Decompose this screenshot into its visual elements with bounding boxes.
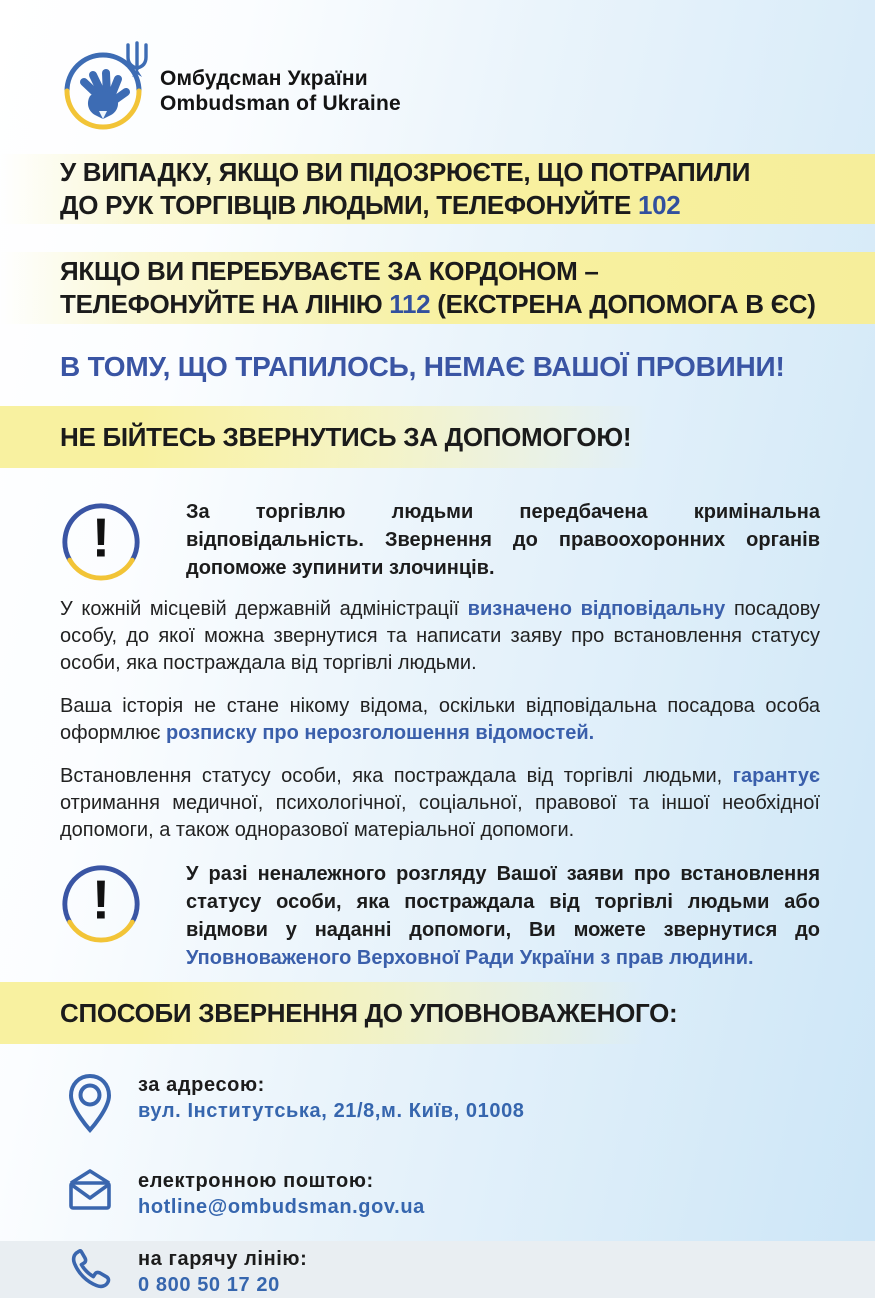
p3-text-post: отримання медичної, психологічної, соціальної, правової та іншої необхідної допомоги, а також одноразової матеріальної допомоги. (60, 792, 820, 841)
p1-text: У кожній місцевій державній адміністрації (60, 598, 468, 620)
banner-102-line2-text: ДО РУК ТОРГІВЦІВ ЛЮДЬМИ, ТЕЛЕФОНУЙТЕ (60, 190, 638, 220)
address-value: вул. Інститутська, 21/8,м. Київ, 01008 (138, 1100, 525, 1122)
exclamation-icon (60, 862, 142, 946)
svg-text:!: ! (91, 869, 111, 931)
paragraph-confidentiality (60, 693, 820, 747)
ways-banner-text: СПОСОБИ ЗВЕРНЕННЯ ДО УПОВНОВАЖЕНОГО: (60, 997, 678, 1028)
alert-appeal-text (186, 860, 820, 972)
p3-text: Встановлення статусу особи, яка постраждала від торгівлі людьми, (60, 765, 733, 787)
banner-112-line1: ЯКЩО ВИ ПЕРЕБУВАЄТЕ ЗА КОРДОНОМ – (60, 256, 599, 286)
emergency-number-112: 112 (389, 289, 431, 319)
logo-title-en: Ombudsman of Ukraine (160, 92, 401, 115)
phone-icon (62, 1246, 118, 1296)
alert2-highlight: Уповноваженого Верховної Ради України з прав людини. (186, 947, 754, 969)
header (0, 0, 875, 132)
p1-highlight: визначено відповідальну (467, 598, 726, 620)
banner-call-112 (0, 252, 875, 324)
banner-102-line2 (60, 189, 835, 222)
p3-highlight: гарантує (732, 765, 820, 787)
alert-criminal-liability (0, 498, 875, 584)
paragraph-responsible-official (60, 596, 820, 677)
email-value: hotline@ombudsman.gov.ua (138, 1196, 425, 1218)
p2-highlight: розписку про нерозголошення відомостей. (166, 722, 595, 744)
address-label: за адресою: (138, 1074, 265, 1096)
hotline-label: на гарячу лінію: (138, 1248, 308, 1270)
banner-112-line2 (60, 288, 835, 321)
location-pin-icon (62, 1072, 118, 1142)
email-label: електронною поштою: (138, 1170, 374, 1192)
trident-icon (124, 42, 150, 82)
contact-address (62, 1072, 820, 1142)
contact-hotline (62, 1246, 820, 1298)
envelope-icon (62, 1168, 118, 1212)
logo-title-uk: Омбудсман України (160, 67, 368, 90)
hotline-value: 0 800 50 17 20 (138, 1274, 280, 1296)
alert2-text: У разі неналежного розгляду Вашої заяви про встановлення статусу особи, яка постраждала від торгівлі людьми або відмови у наданні допомоги, Ви можете звернутися до (186, 863, 820, 941)
banner-112-line2-post: (ЕКСТРЕНА ДОПОМОГА В ЄС) (430, 289, 816, 319)
paragraph-status-guarantees (60, 763, 820, 844)
body-paragraphs (0, 584, 875, 844)
emergency-number-102: 102 (637, 190, 681, 220)
svg-text:!: ! (91, 507, 111, 569)
no-fault-heading: В ТОМУ, ЩО ТРАПИЛОСЬ, НЕМАЄ ВАШОЇ ПРОВИНИ! (60, 351, 785, 382)
logo-title (160, 66, 401, 116)
contacts-section (0, 1044, 875, 1298)
banner-102-line1: У ВИПАДКУ, ЯКЩО ВИ ПІДОЗРЮЄТЕ, ЩО ПОТРАПИЛИ (60, 157, 751, 187)
help-banner-text: НЕ БІЙТЕСЬ ЗВЕРНУТИСЬ ЗА ДОПОМОГОЮ! (60, 421, 632, 452)
banner-112-line2-text: ТЕЛЕФОНУЙТЕ НА ЛІНІЮ (60, 289, 390, 319)
alert-appeal-to-ombudsman (0, 860, 875, 972)
p2-text: Ваша історія не стане нікому відома, оскільки відповідальна посадова особа оформлює (60, 695, 820, 744)
banner-ways-to-contact (0, 982, 875, 1044)
ombudsman-logo (60, 48, 146, 134)
contact-email (62, 1168, 820, 1220)
p1-text-post: посадову особу, до якої можна звернутися та написати заяву про встановлення статусу особи, яка постраждала від торгівлі людьми. (60, 598, 820, 674)
exclamation-icon (60, 500, 142, 584)
banner-call-102 (0, 154, 875, 224)
banner-ask-for-help (0, 406, 875, 468)
alert-criminal-liability-text: За торгівлю людьми передбачена кримінальна відповідальність. Звернення до правоохоронних органів допоможе зупинити злочинців. (186, 501, 820, 579)
